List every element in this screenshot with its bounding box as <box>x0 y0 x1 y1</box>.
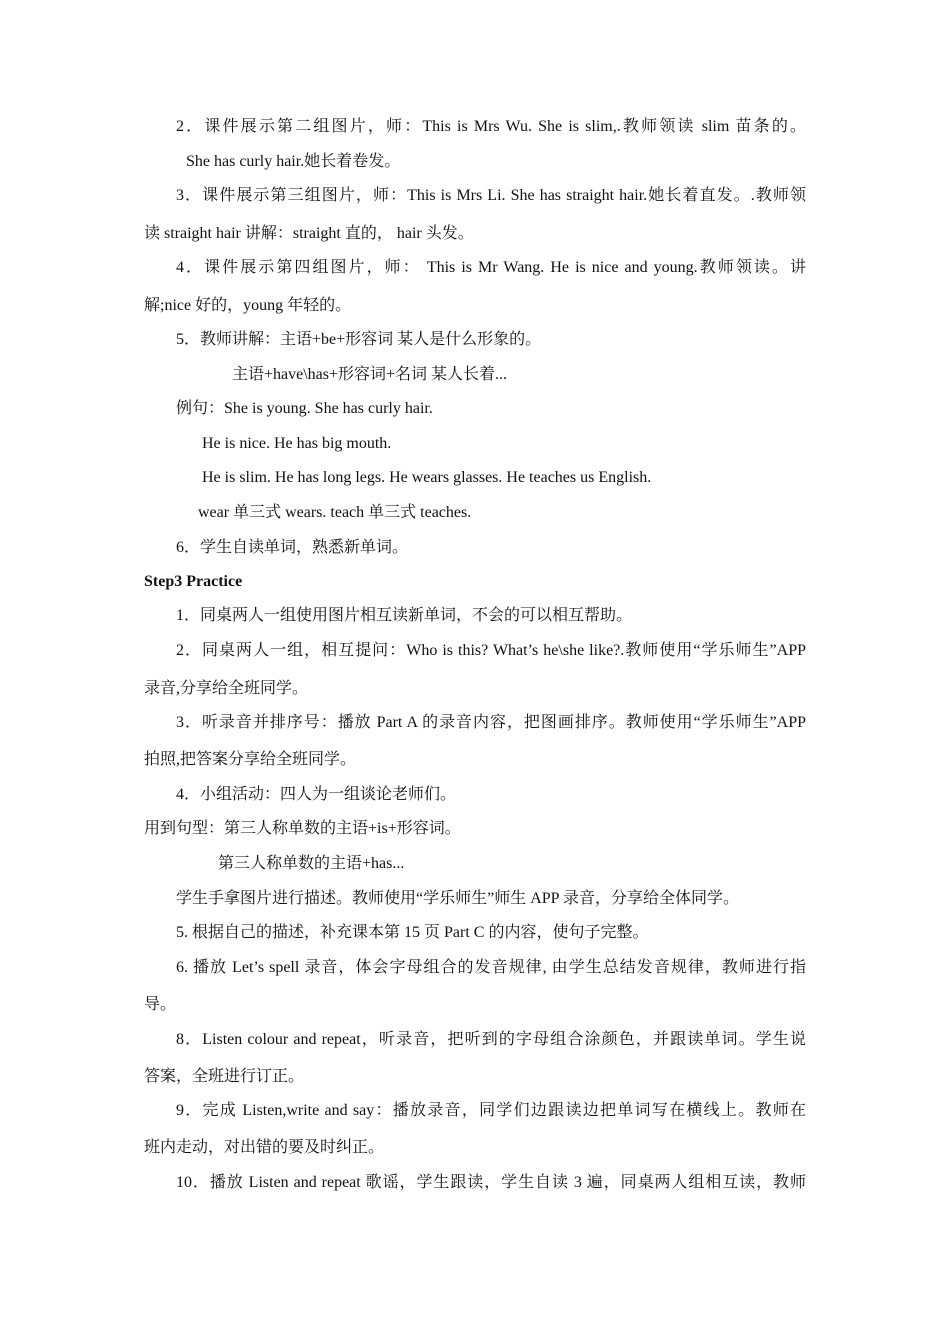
text-line: 8．Listen colour and repeat，听录音，把听到的字母组合涂颜色，并跟读单词。学生说 <box>176 1031 806 1048</box>
text-line: 例句：She is young. She has curly hair. <box>176 400 433 417</box>
text-line: 6. 播放 Let’s spell 录音，体会字母组合的发音规律, 由学生总结发音规律，教师进行指 <box>176 959 806 976</box>
text-line: 录音,分享给全班同学。 <box>144 680 309 697</box>
text-line: 5. 根据自己的描述，补充课本第 15 页 Part C 的内容，使句子完整。 <box>176 924 649 941</box>
text-line: 2．同桌两人一组，相互提问：Who is this? What’s he\she like?.教师使用“学乐师生”APP <box>176 642 806 659</box>
text-line: 导。 <box>144 996 177 1013</box>
text-line: 9．完成 Listen,write and say：播放录音，同学们边跟读边把单词写在横线上。教师在 <box>176 1102 806 1119</box>
text-line: She has curly hair.她长着卷发。 <box>186 153 401 170</box>
text-line: 5．教师讲解：主语+be+形容词 某人是什么形象的。 <box>176 331 542 348</box>
text-line: 读 straight hair 讲解：straight 直的， hair 头发。 <box>144 225 474 242</box>
text-line: 2．课件展示第二组图片，师：This is Mrs Wu. She is slim,.教师领读 slim 苗条的。 <box>176 118 806 135</box>
section-heading: Step3 Practice <box>144 573 243 590</box>
text-line: 学生手拿图片进行描述。教师使用“学乐师生”师生 APP 录音，分享给全体同学。 <box>176 890 739 907</box>
text-line: 班内走动，对出错的要及时纠正。 <box>144 1139 385 1156</box>
text-line: He is nice. He has big mouth. <box>202 435 392 452</box>
text-line: 主语+have\has+形容词+名词 某人长着... <box>232 366 508 383</box>
text-line: 3．课件展示第三组图片，师：This is Mrs Li. She has straight hair.她长着直发。.教师领 <box>176 187 806 204</box>
text-line: 4．课件展示第四组图片，师： This is Mr Wang. He is nice and young.教师领读。讲 <box>176 259 806 276</box>
text-line: 1．同桌两人一组使用图片相互读新单词，不会的可以相互帮助。 <box>176 607 633 624</box>
text-line: 拍照,把答案分享给全班同学。 <box>144 751 357 768</box>
text-line: 3．听录音并排序号：播放 Part A 的录音内容，把图画排序。教师使用“学乐师生”APP <box>176 714 806 731</box>
text-line: 4．小组活动：四人为一组谈论老师们。 <box>176 786 457 803</box>
text-line: 10．播放 Listen and repeat 歌谣，学生跟读，学生自读 3 遍，同桌两人组相互读，教师 <box>176 1174 806 1191</box>
text-line: 解;nice 好的，young 年轻的。 <box>144 297 352 314</box>
text-line: 答案，全班进行订正。 <box>144 1068 305 1085</box>
text-line: wear 单三式 wears. teach 单三式 teaches. <box>198 504 472 521</box>
text-line: 用到句型：第三人称单数的主语+is+形容词。 <box>144 820 461 837</box>
text-line: He is slim. He has long legs. He wears glasses. He teaches us English. <box>202 469 652 486</box>
text-line: 6．学生自读单词，熟悉新单词。 <box>176 539 409 556</box>
text-line: 第三人称单数的主语+has... <box>218 855 405 872</box>
